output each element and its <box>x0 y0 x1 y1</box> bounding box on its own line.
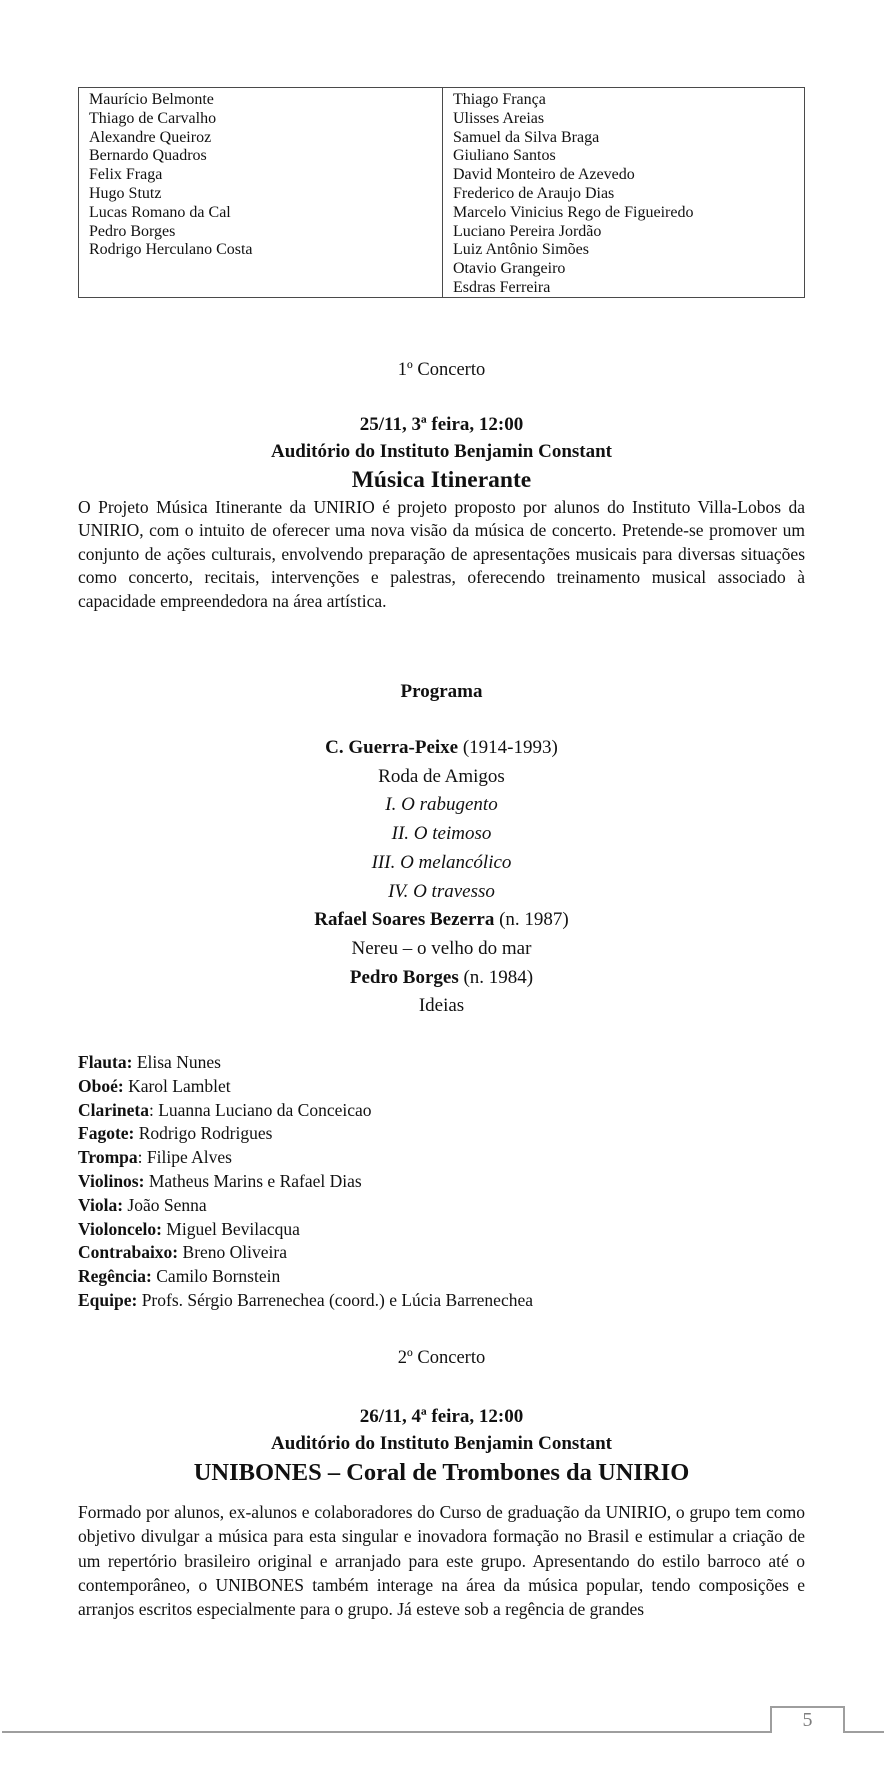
program-line <box>78 820 805 849</box>
movement-title: IV. O travesso <box>388 880 495 902</box>
program-line <box>78 992 805 1021</box>
performer-name: Matheus Marins e Rafael Dias <box>144 1170 362 1191</box>
concert1-description: O Projeto Música Itinerante da UNIRIO é projeto proposto por alunos do Instituto Villa-Lobos da UNIRIO, com o intuito de oferecer uma nova visão da música de concerto. Pretende-se promover um conjunto de ações culturais, envolvendo preparação de apresentações musicais para diversas situações como concerto, recitais, intervenções e palestras, oferecendo treinamento musical associado à capacidade empreendedora na área artística. <box>78 497 805 611</box>
program-line <box>78 964 805 993</box>
concert2-event-name: UNIBONES – Coral de Trombones da UNIRIO <box>193 1459 690 1486</box>
roster-name: Samuel da Silva Braga <box>453 128 600 146</box>
performer-name: : Filipe Alves <box>137 1147 232 1168</box>
concert2-venue: Auditório do Instituto Benjamin Constant <box>271 1433 612 1454</box>
instrument-label: Violinos: <box>78 1170 145 1191</box>
instrument-label: Trompa <box>78 1147 138 1168</box>
roster-name: Hugo Stutz <box>89 184 162 202</box>
performer-line <box>78 1051 805 1075</box>
performer-line <box>78 1218 805 1242</box>
performer-name: João Senna <box>123 1194 207 1215</box>
roster-name: Ulisses Areias <box>453 109 545 127</box>
instrument-label: Oboé: <box>78 1075 124 1096</box>
composer-name: C. Guerra-Peixe <box>325 737 459 758</box>
roster-column-left <box>79 88 442 297</box>
instrument-label: Equipe: <box>78 1289 138 1310</box>
program-line <box>78 791 805 820</box>
roster-name: Luiz Antônio Simões <box>453 241 589 259</box>
performer-line <box>78 1194 805 1218</box>
work-title: Nereu – o velho do mar <box>351 937 532 959</box>
program-line <box>78 763 805 792</box>
performer-line <box>78 1075 805 1099</box>
performer-line <box>78 1241 805 1265</box>
instrument-label: Flauta: <box>78 1052 133 1072</box>
work-title: Ideias <box>418 995 465 1017</box>
performer-name: Miguel Bevilacqua <box>161 1218 300 1239</box>
roster-name: Thiago França <box>453 91 546 108</box>
performer-name: Rodrigo Rodrigues <box>134 1123 273 1144</box>
program-line <box>78 734 805 763</box>
program-list <box>78 734 805 1021</box>
movement-title: I. O rabugento <box>385 794 498 816</box>
concert1-event-name: Música Itinerante <box>351 467 532 493</box>
roster-name: Frederico de Araujo Dias <box>453 184 615 202</box>
performer-line <box>78 1265 805 1289</box>
roster-name: David Monteiro de Azevedo <box>453 166 635 184</box>
roster-name: Pedro Borges <box>89 222 176 240</box>
roster-name: Otavio Grangeiro <box>453 260 566 278</box>
roster-name: Alexandre Queiroz <box>89 128 212 146</box>
instrument-label: Contrabaixo: <box>78 1242 179 1263</box>
performer-line <box>78 1099 805 1123</box>
performer-name: Karol Lamblet <box>123 1075 231 1096</box>
composer-dates: (1914-1993) <box>458 737 558 758</box>
instrument-label: Fagote: <box>78 1123 135 1144</box>
performer-name: Elisa Nunes <box>132 1052 221 1072</box>
performer-line <box>78 1146 805 1170</box>
composer-dates: (n. 1987) <box>494 909 569 931</box>
performers-list <box>78 1051 805 1313</box>
roster-column-right <box>442 88 804 297</box>
performer-name: Breno Oliveira <box>178 1242 287 1263</box>
instrument-label: Violoncelo: <box>78 1218 162 1239</box>
roster-name: Thiago de Carvalho <box>89 109 217 127</box>
roster-name: Marcelo Vinicius Rego de Figueiredo <box>453 203 694 221</box>
composer-dates: (n. 1984) <box>458 966 534 988</box>
concert1-title: 1º Concerto <box>397 360 486 380</box>
footer-rule <box>845 1731 884 1733</box>
roster-name: Giuliano Santos <box>453 147 556 165</box>
instrument-label: Viola: <box>78 1194 124 1215</box>
page-number-tab <box>770 1706 845 1733</box>
composer-name: Rafael Soares Bezerra <box>314 909 495 931</box>
concert2-datetime: 26/11, 4ª feira, 12:00 <box>359 1406 524 1427</box>
roster-name: Maurício Belmonte <box>89 91 214 108</box>
roster-name: Luciano Pereira Jordão <box>453 222 602 240</box>
performer-line <box>78 1122 805 1146</box>
concert1-datetime: 25/11, 3ª feira, 12:00 <box>359 414 524 435</box>
performer-line <box>78 1170 805 1194</box>
concert1-venue: Auditório do Instituto Benjamin Constant <box>271 441 612 462</box>
program-line <box>78 935 805 964</box>
performer-name: Profs. Sérgio Barrenechea (coord.) e Lúcia Barrenechea <box>137 1289 533 1310</box>
page-number: 5 <box>802 1709 813 1731</box>
roster-table <box>78 87 805 298</box>
program-heading: Programa <box>400 681 483 702</box>
program-line <box>78 878 805 907</box>
movement-title: II. O teimoso <box>391 823 492 845</box>
roster-name: Felix Fraga <box>89 166 163 184</box>
instrument-label: Clarineta <box>78 1099 149 1120</box>
roster-name: Lucas Romano da Cal <box>89 203 231 221</box>
concert2-title: 2º Concerto <box>397 1348 486 1368</box>
work-title: Roda de Amigos <box>378 765 505 787</box>
performer-name: : Luanna Luciano da Conceicao <box>148 1099 372 1120</box>
footer-rule <box>2 1731 770 1733</box>
roster-name: Esdras Ferreira <box>453 278 551 296</box>
program-line <box>78 849 805 878</box>
concert2-description: Formado por alunos, ex-alunos e colaboradores do Curso de graduação da UNIRIO, o grupo tem como objetivo divulgar a música para esta singular e inovadora formação no Brasil e estimular a criação de um repertório brasileiro original e arranjado para este grupo. Apresentando do estilo barroco até o contemporâneo, o UNIBONES também interage na área da música popular, tendo composições e arranjos escritos especialmente para o grupo. Já esteve sob a regência de grandes <box>78 1502 805 1620</box>
performer-line <box>78 1289 805 1313</box>
roster-name: Bernardo Quadros <box>89 147 207 165</box>
program-line <box>78 906 805 935</box>
roster-name: Rodrigo Herculano Costa <box>89 241 253 259</box>
composer-name: Pedro Borges <box>349 966 459 988</box>
instrument-label: Regência: <box>78 1266 152 1287</box>
movement-title: III. O melancólico <box>371 851 512 873</box>
performer-name: Camilo Bornstein <box>151 1266 281 1287</box>
